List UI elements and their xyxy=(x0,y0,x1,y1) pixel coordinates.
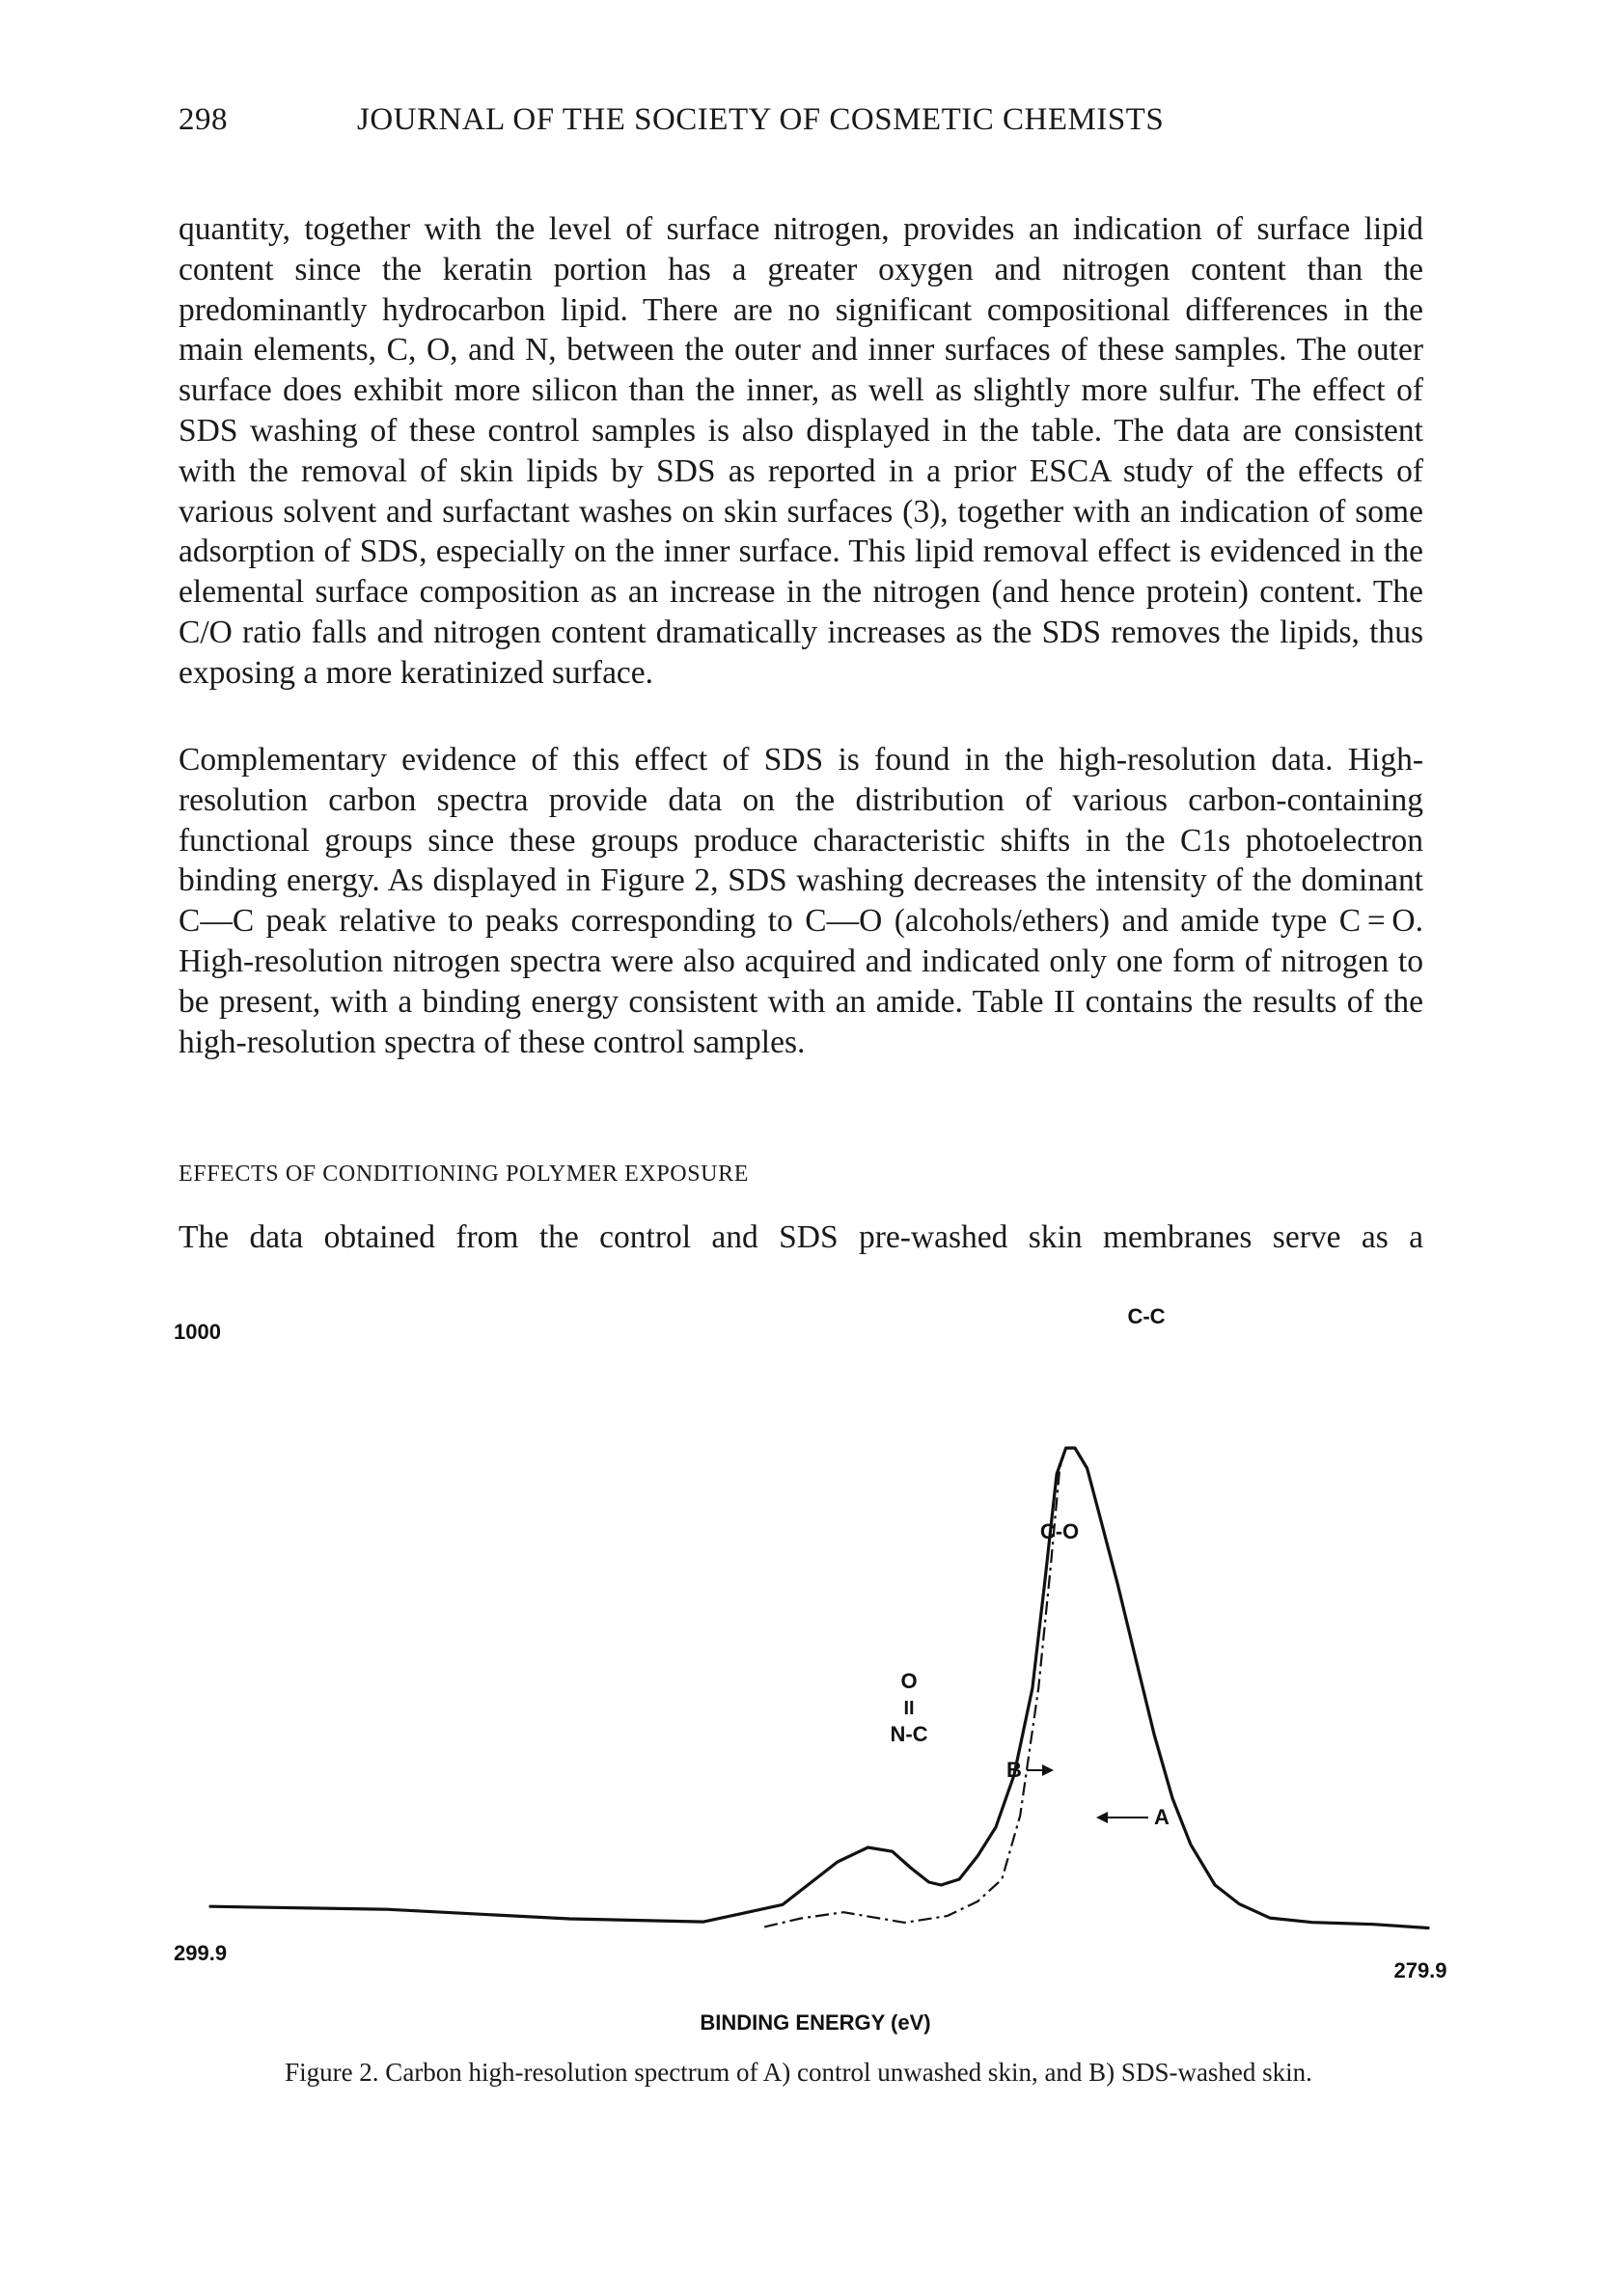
journal-title: JOURNAL OF THE SOCIETY OF COSMETIC CHEMISTS xyxy=(357,102,1165,137)
x-axis-label: BINDING ENERGY (eV) xyxy=(700,2010,931,2035)
x-start-label: 299.9 xyxy=(174,1941,228,1965)
page-number: 298 xyxy=(179,102,228,137)
y-max-label: 1000 xyxy=(174,1320,221,1344)
peak-label-cc: C-C xyxy=(1127,1304,1166,1328)
figure-caption: Figure 2. Carbon high-resolution spectrum of A) control unwashed skin, and B) SDS-washed skin. xyxy=(285,2058,1312,2087)
body-paragraph-1: quantity, together with the level of surface nitrogen, provides an indication of surface lipid content since the keratin portion has a greater oxygen and nitrogen content than the predominantly hydrocarbon lipid. There are no significant compositional differences in the main elements, C, O, and N, between the outer and inner surfaces of these samples. The outer surface does exhibit more silicon than the inner, as well as slightly more sulfur. The effect of SDS washing of these control samples is also displayed in the table. The data are consistent with the removal of skin lipids by SDS as reported in a prior ESCA study of the effects of various solvent and surfactant washes on skin surfaces (3), together with an indication of some adsorption of SDS, especially on the inner surface. This lipid removal effect is evidenced in the elemental surface composition as an increase in the nitrogen (and hence protein) content. The C/O ratio falls and nitrogen content dramatically increases as the SDS removes the lipids, thus exposing a more keratinized surface. xyxy=(179,211,1423,691)
peak-label-co: C-O xyxy=(1039,1519,1080,1544)
series-a-line xyxy=(210,1448,1428,1928)
x-end-label: 279.9 xyxy=(1393,1958,1447,1982)
peak-label-nc-bond: II xyxy=(903,1698,915,1719)
series-b-arrowhead xyxy=(1042,1764,1054,1776)
series-a-arrowhead xyxy=(1096,1812,1108,1823)
peak-label-nc-n: N-C xyxy=(890,1722,928,1746)
figure-2 xyxy=(145,1283,1467,2084)
carbon-spectrum-chart xyxy=(145,1283,1467,2084)
series-label-b: B xyxy=(1006,1758,1022,1782)
section-heading: EFFECTS OF CONDITIONING POLYMER EXPOSURE xyxy=(179,1162,749,1187)
peak-label-nc-o: O xyxy=(900,1669,918,1693)
series-label-a: A xyxy=(1154,1805,1170,1829)
running-header xyxy=(179,102,1423,138)
section-paragraph: The data obtained from the control and SDS pre-washed skin membranes serve as a xyxy=(179,1219,1423,1255)
body-paragraph-2: Complementary evidence of this effect of SDS is found in the high-resolution data. High-resolution carbon spectra provide data on the distribution of various carbon-containing functional groups since these groups produce characteristic shifts in the C1s photoelectron binding energy. As displayed in Figure 2, SDS washing decreases the intensity of the dominant C—C peak relative to peaks corresponding to C—O (alcohols/ethers) and amide type C = O. High-resolution nitrogen spectra were also acquired and indicated only one form of nitrogen to be present, with a binding energy consistent with an amide. Table II contains the results of the high-resolution spectra of these control samples. xyxy=(179,742,1423,1060)
